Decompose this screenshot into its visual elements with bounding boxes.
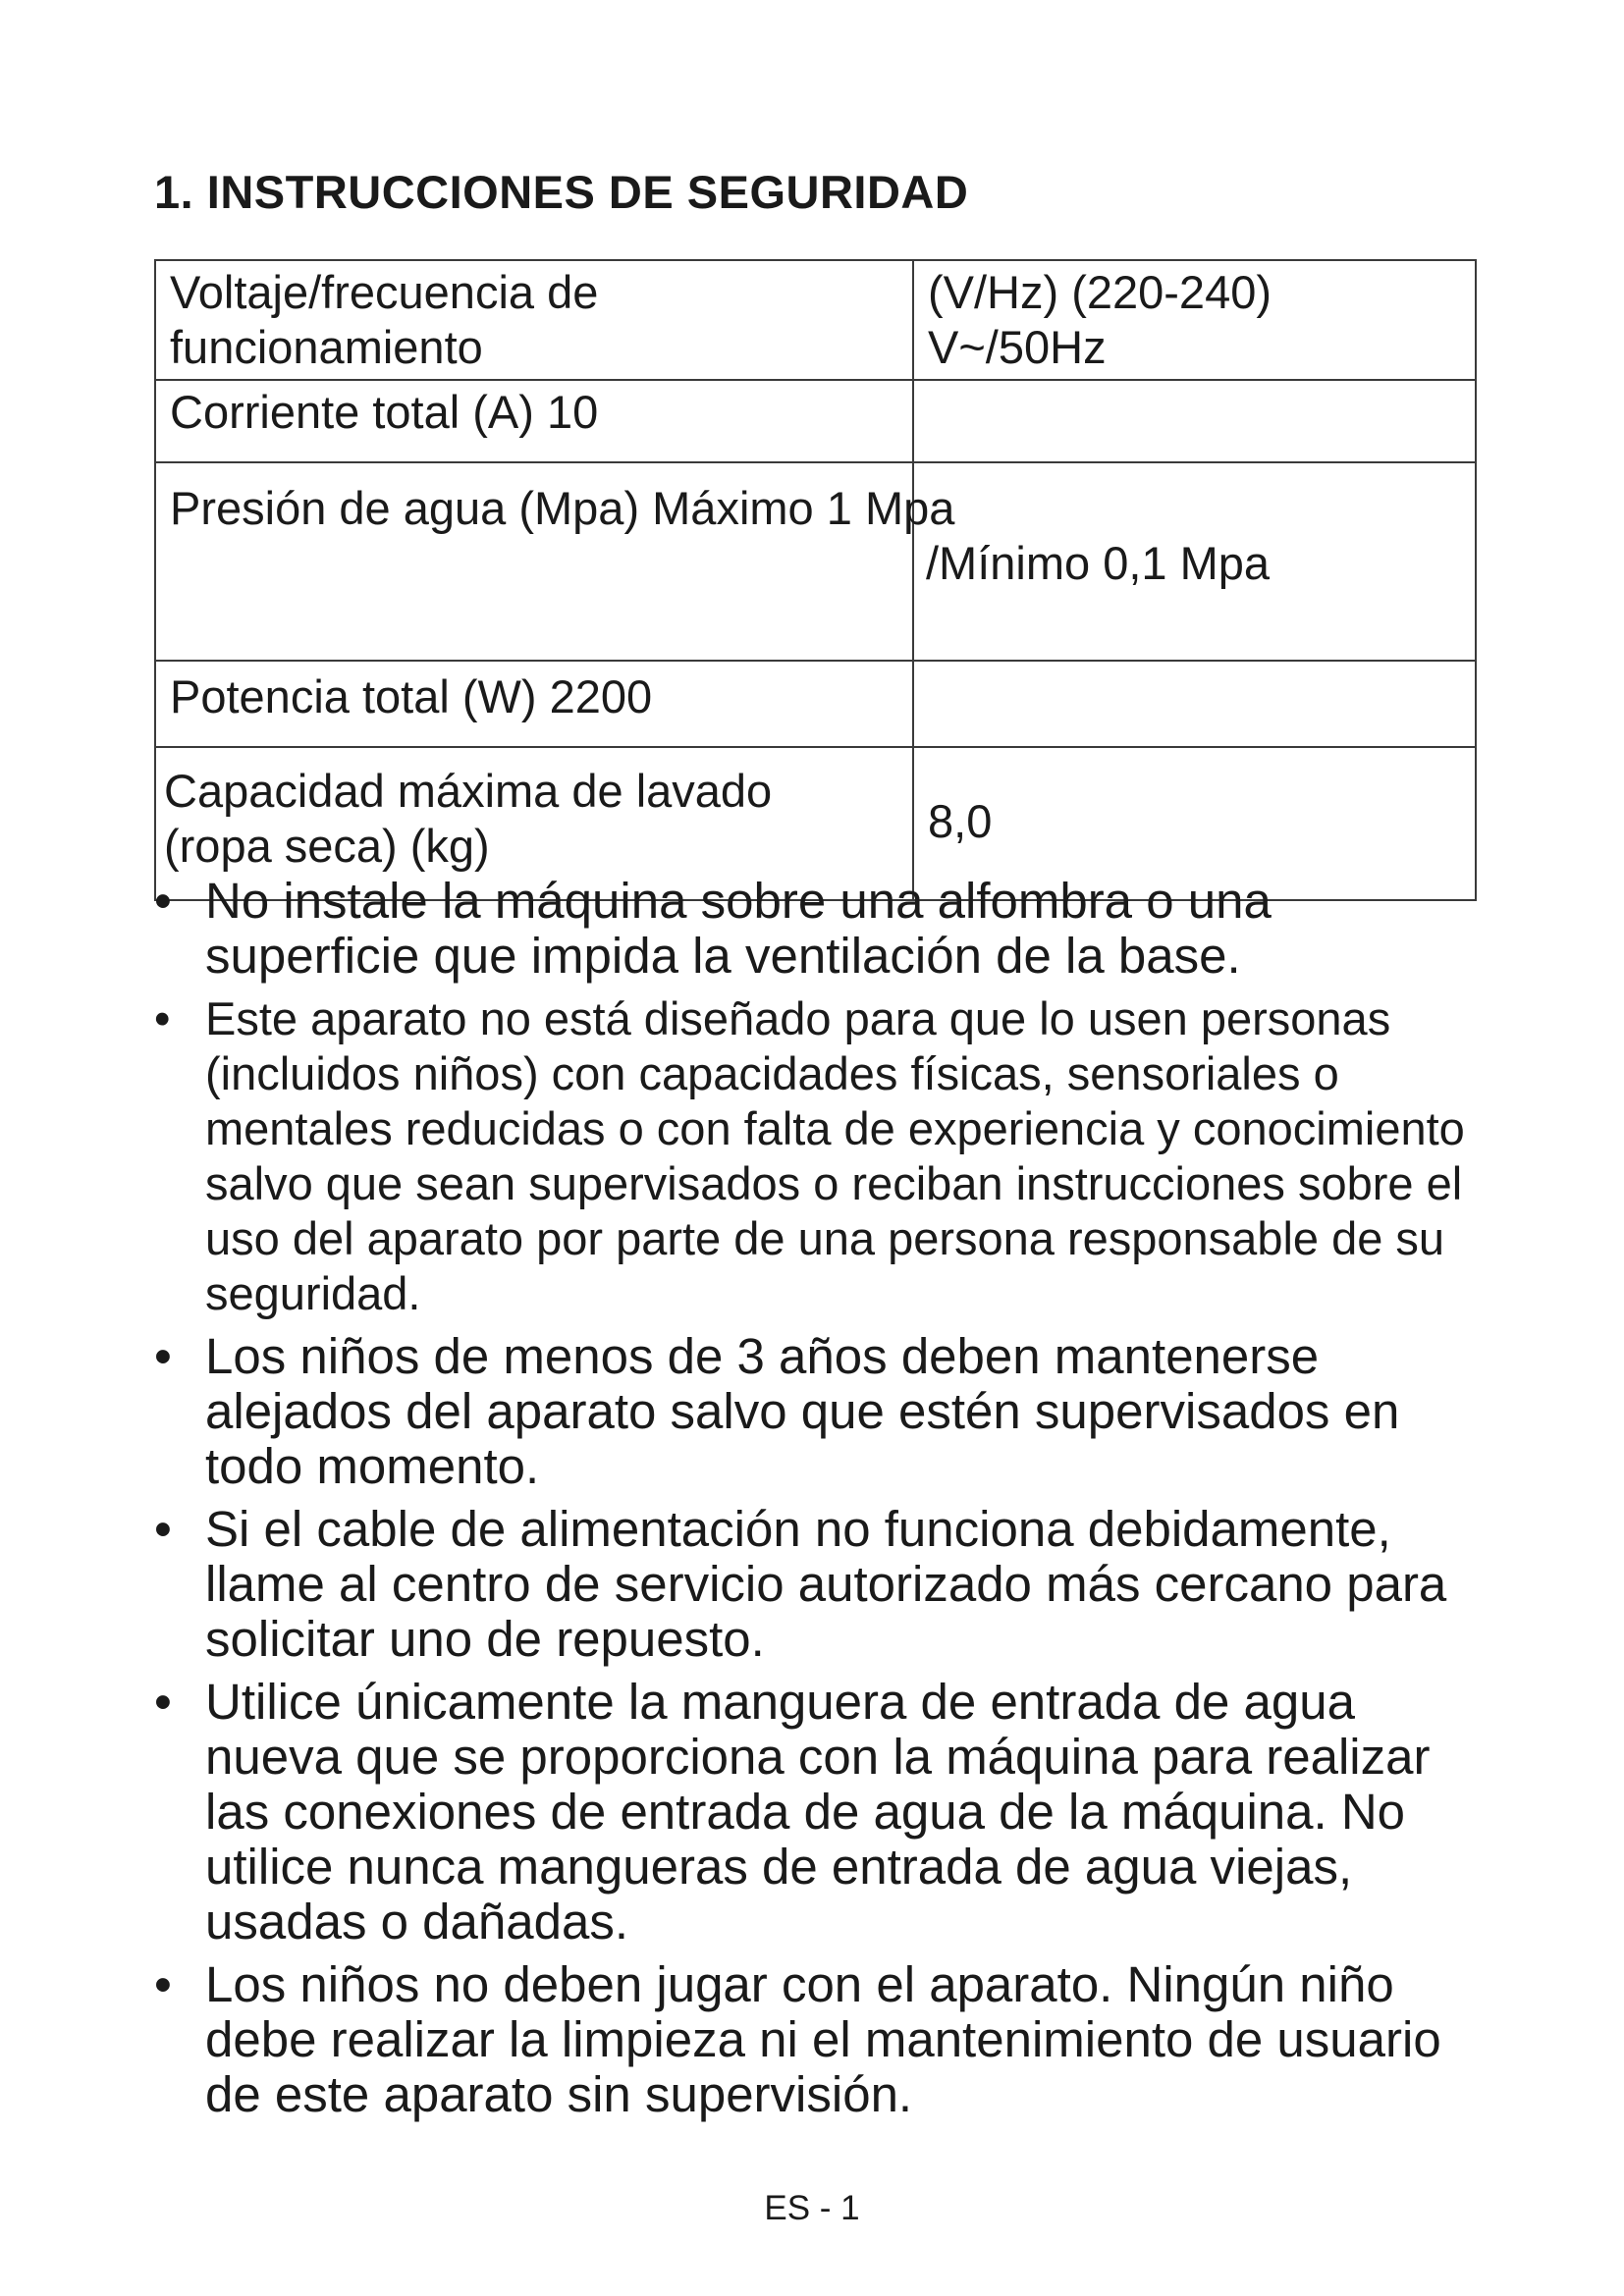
specifications-table bbox=[154, 259, 1477, 901]
page-title: 1. INSTRUCCIONES DE SEGURIDAD bbox=[154, 166, 969, 218]
list-item-text: Utilice únicamente la manguera de entrada de agua nueva que se proporciona con la máquina para realizar las conexiones de entrada de agua de la máquina. No utilice nunca mangueras de entrada de agua viejas, usadas o dañadas. bbox=[205, 1674, 1431, 1949]
list-item bbox=[154, 1957, 1489, 2122]
spec-label: Presión de agua (Mpa) Máximo 1 Mpa bbox=[155, 462, 913, 661]
bullet-icon: • bbox=[154, 1328, 172, 1384]
bullet-icon: • bbox=[154, 873, 172, 929]
list-item bbox=[154, 1502, 1489, 1667]
table-row bbox=[155, 462, 1476, 661]
spec-label: Capacidad máxima de lavado (ropa seca) (kg) bbox=[155, 747, 913, 900]
list-item-text: Los niños no deben jugar con el aparato. Ningún niño debe realizar la limpieza ni el mantenimiento de usuario de este aparato sin supervisión. bbox=[205, 1956, 1441, 2122]
spec-label: Voltaje/frecuencia de funcionamiento bbox=[155, 260, 913, 380]
list-item-text: Si el cable de alimentación no funciona debidamente, llame al centro de servicio autorizado más cercano para solicitar uno de repuesto. bbox=[205, 1501, 1447, 1667]
bullet-icon: • bbox=[154, 992, 171, 1044]
spec-value bbox=[913, 661, 1476, 747]
spec-label: Potencia total (W) 2200 bbox=[155, 661, 913, 747]
list-item bbox=[154, 991, 1489, 1321]
bullet-icon: • bbox=[154, 1674, 172, 1730]
list-item-text: No instale la máquina sobre una alfombra o una superficie que impida la ventilación de la base. bbox=[205, 873, 1272, 984]
list-item bbox=[154, 874, 1489, 984]
spec-value: (V/Hz) (220-240) V~/50Hz bbox=[913, 260, 1476, 380]
list-item bbox=[154, 1329, 1489, 1494]
page-number: ES - 1 bbox=[764, 2189, 860, 2227]
safety-instructions-list bbox=[154, 874, 1489, 2130]
bullet-icon: • bbox=[154, 1956, 172, 2012]
list-item-text: Este aparato no está diseñado para que lo usen personas (incluidos niños) con capacidades físicas, sensoriales o mentales reducidas o con falta de experiencia y conocimiento salvo que sean supervisados o reciban instrucciones sobre el uso del aparato por parte de una persona responsable de su seguridad. bbox=[205, 992, 1465, 1319]
spec-value: 8,0 bbox=[913, 747, 1476, 900]
list-item-text: Los niños de menos de 3 años deben mantenerse alejados del aparato salvo que estén supervisados en todo momento. bbox=[205, 1328, 1400, 1494]
table-row bbox=[155, 260, 1476, 380]
bullet-icon: • bbox=[154, 1501, 172, 1557]
table-row bbox=[155, 661, 1476, 747]
table-row bbox=[155, 380, 1476, 462]
spec-label: Corriente total (A) 10 bbox=[155, 380, 913, 462]
list-item bbox=[154, 1675, 1489, 1949]
spec-value: /Mínimo 0,1 Mpa bbox=[913, 462, 1476, 661]
spec-value bbox=[913, 380, 1476, 462]
